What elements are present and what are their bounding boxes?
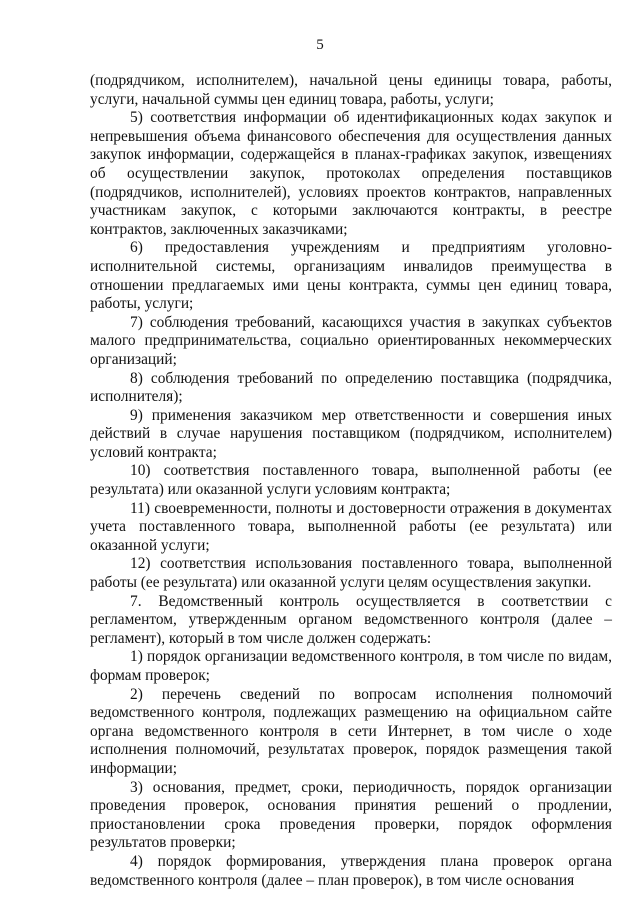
paragraph-item-11: 11) своевременности, полноты и достоверности отражения в документах учета поставленного товара, выполненной работы (ее результата) или оказанной услуги;: [90, 499, 612, 554]
paragraph-item-12: 12) соответствия использования поставленного товара, выполненной работы (ее результата) или оказанной услуги целям осуществления закупки.: [90, 555, 612, 592]
paragraph-subitem-1: 1) порядок организации ведомственного контроля, в том числе по видам, формам проверок;: [90, 648, 612, 684]
paragraph-item-9: 9) применения заказчиком мер ответственности и совершения иных действий в случае нарушения поставщиком (подрядчиком, исполнителем) условий контракта;: [90, 406, 612, 461]
paragraph-item-10: 10) соответствия поставленного товара, выполненной работы (ее результата) или оказанной услуги условиям контракта;: [90, 462, 612, 499]
paragraph-continuation: (подрядчиком, исполнителем), начальной цены единицы товара, работы, услуги, начальной суммы цен единиц товара, работы, услуги;: [90, 72, 612, 108]
paragraph-item-5: 5) соответствия информации об идентификационных кодах закупок и непревышения объема финансового обеспечения для осуществления данных закупок информации, содержащейся в планах-графиках закупок, извещениях об осуществлении закупок, протоколах определения поставщиков (подрядчиков, исполнителей), условиях проектов контрактов, направленных участникам закупок, с которыми заключаются контракты, в реестре контрактов, заключенных заказчиками;: [90, 109, 612, 238]
paragraph-subitem-3: 3) основания, предмет, сроки, периодичность, порядок организации проведения проверок, основания принятия решений о продлении, приостановлении срока проведения проверки, порядок оформления результатов проверки;: [90, 778, 612, 852]
paragraph-item-6: 6) предоставления учреждениям и предприятиям уголовно-исполнительной системы, организациям инвалидов преимущества в отношении предлагаемых ими цены контракта, суммы цен единиц товара, работы, услуги;: [90, 239, 612, 313]
paragraph-item-7: 7) соблюдения требований, касающихся участия в закупках субъектов малого предпринимательства, социально ориентированных некоммерческих организаций;: [90, 313, 612, 368]
paragraph-subitem-2: 2) перечень сведений по вопросам исполнения полномочий ведомственного контроля, подлежащих размещению на официальном сайте органа ведомственного контроля в сети Интернет, в том числе о ходе исполнения полномочий, результатах проверок, порядок размещения такой информации;: [90, 685, 612, 777]
paragraph-section-7: 7. Ведомственный контроль осуществляется в соответствии с регламентом, утвержденным органом ведомственного контроля (далее – регламент), который в том числе должен содержать:: [90, 592, 612, 647]
paragraph-item-8: 8) соблюдения требований по определению поставщика (подрядчика, исполнителя);: [90, 369, 612, 406]
page-number: 5: [316, 37, 324, 53]
document-body: [90, 72, 612, 890]
paragraph-subitem-4: 4) порядок формирования, утверждения плана проверок органа ведомственного контроля (далее – план проверок), в том числе основания: [90, 852, 612, 889]
